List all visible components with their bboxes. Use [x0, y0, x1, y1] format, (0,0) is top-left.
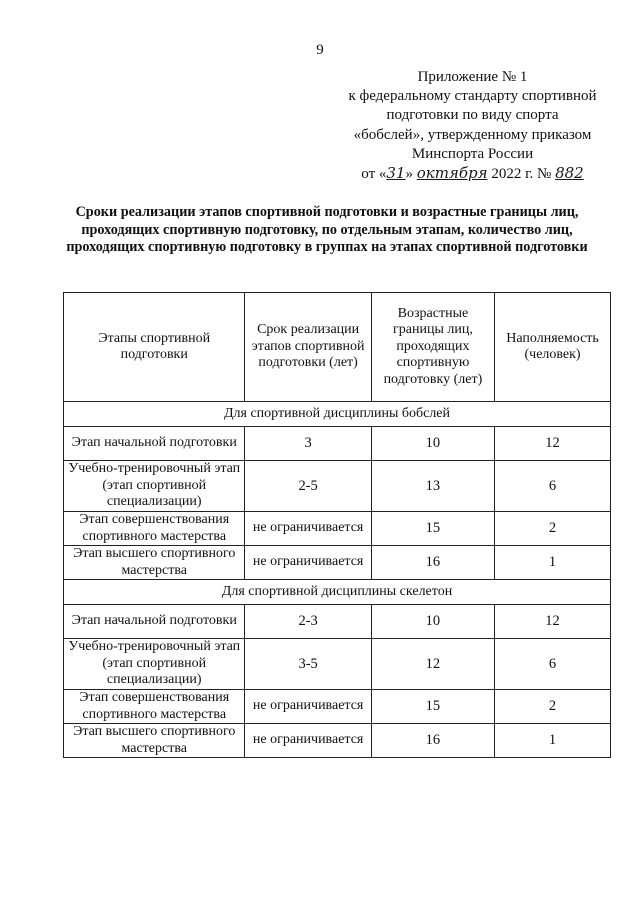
appendix-line: подготовки по виду спорта	[386, 107, 559, 124]
table-row	[64, 639, 611, 690]
age-cell: 16	[371, 724, 494, 758]
size-cell: 2	[495, 690, 611, 724]
term-cell: 2-3	[245, 605, 371, 639]
size-cell: 12	[495, 605, 611, 639]
appendix-line: Минспорта России	[411, 145, 534, 162]
age-cell: 13	[371, 461, 494, 512]
section-title: Для спортивной дисциплины скелетон	[64, 580, 611, 605]
age-cell: 10	[371, 605, 494, 639]
appendix-line: к федеральному стандарту спортивной	[348, 88, 597, 105]
header-size: Наполняемость (человек)	[495, 293, 611, 402]
size-cell: 1	[495, 724, 611, 758]
header-stages: Этапы спортивной подготовки	[64, 293, 245, 402]
term-cell: не ограничивается	[245, 724, 371, 758]
order-number: 882	[555, 164, 584, 183]
size-cell: 6	[495, 461, 611, 512]
section-title: Для спортивной дисциплины бобслей	[64, 402, 611, 427]
table-row	[64, 546, 611, 580]
table-row	[64, 724, 611, 758]
header-age: Возрастные границы лиц, проходящих спортивную подготовку (лет)	[371, 293, 494, 402]
size-cell: 1	[495, 546, 611, 580]
term-cell: 3-5	[245, 639, 371, 690]
table-row	[64, 605, 611, 639]
stage-cell: Этап совершенствования спортивного мастерства	[64, 512, 245, 546]
size-cell: 12	[495, 427, 611, 461]
age-cell: 15	[371, 512, 494, 546]
age-cell: 15	[371, 690, 494, 724]
page-number: 9	[316, 42, 324, 58]
term-cell: не ограничивается	[245, 546, 371, 580]
stage-cell: Учебно-тренировочный этап (этап спортивной специализации)	[64, 461, 245, 512]
header-term: Срок реализации этапов спортивной подготовки (лет)	[245, 293, 371, 402]
table-row	[64, 690, 611, 724]
stages-table	[63, 292, 611, 758]
order-prefix: от «	[361, 166, 387, 183]
appendix-line: Приложение № 1	[417, 69, 528, 85]
term-cell: не ограничивается	[245, 512, 371, 546]
term-cell: не ограничивается	[245, 690, 371, 724]
order-month: октября	[416, 164, 488, 183]
size-cell: 6	[495, 639, 611, 690]
age-cell: 16	[371, 546, 494, 580]
order-day: 31	[386, 164, 406, 183]
table-header-row	[64, 293, 611, 402]
stage-cell: Учебно-тренировочный этап (этап спортивной специализации)	[64, 639, 245, 690]
age-cell: 12	[371, 639, 494, 690]
term-cell: 3	[245, 427, 371, 461]
stage-cell: Этап совершенствования спортивного мастерства	[64, 690, 245, 724]
stage-cell: Этап начальной подготовки	[64, 605, 245, 639]
section-row-skeleton	[64, 580, 611, 605]
order-line	[330, 164, 615, 184]
table-row	[64, 427, 611, 461]
term-cell: 2-5	[245, 461, 371, 512]
table-row	[64, 461, 611, 512]
order-year: 2022 г. №	[491, 166, 552, 183]
order-mid: »	[405, 166, 413, 183]
age-cell: 10	[371, 427, 494, 461]
stage-cell: Этап высшего спортивного мастерства	[64, 546, 245, 580]
size-cell: 2	[495, 512, 611, 546]
appendix-line: «бобслей», утвержденному приказом	[353, 126, 592, 143]
stage-cell: Этап высшего спортивного мастерства	[64, 724, 245, 758]
table-row	[64, 512, 611, 546]
appendix-block	[330, 68, 615, 184]
document-title: Сроки реализации этапов спортивной подготовки и возрастные границы лиц, проходящих спортивную подготовку, по отдельным этапам, количество лиц, проходящих спортивную подготовку в группах на этапах спортивной подготовки	[66, 204, 588, 255]
stage-cell: Этап начальной подготовки	[64, 427, 245, 461]
section-row-bobsleigh	[64, 402, 611, 427]
